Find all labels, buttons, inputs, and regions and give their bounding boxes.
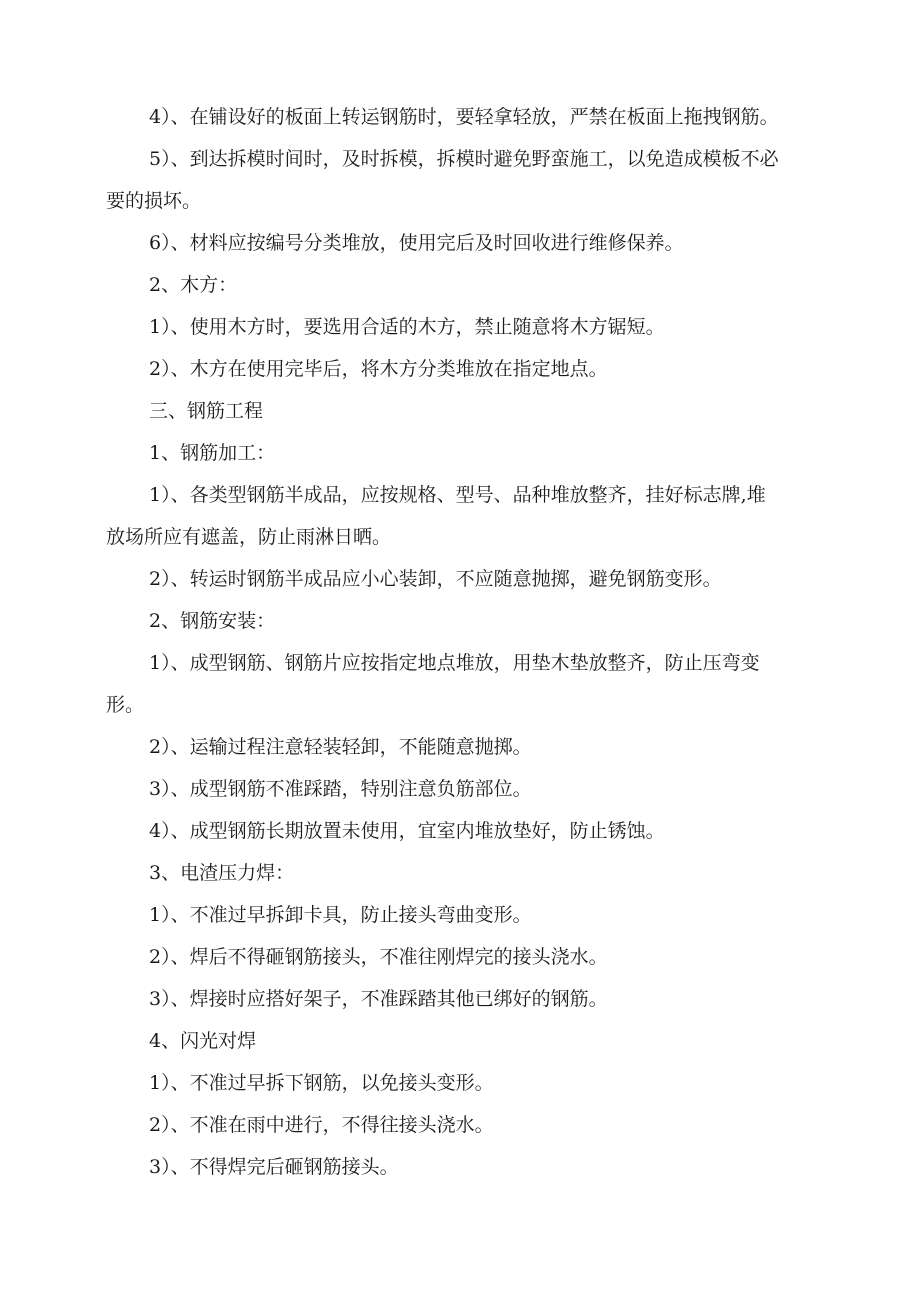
paragraph-line: 4）、在铺设好的板面上转运钢筋时，要轻拿轻放，严禁在板面上拖拽钢筋。 bbox=[149, 106, 779, 128]
section-heading: 2、木方： bbox=[149, 274, 238, 296]
paragraph-line: 4）、成型钢筋长期放置未使用，宜室内堆放垫好，防止锈蚀。 bbox=[149, 820, 665, 842]
paragraph-line: 放场所应有遮盖，防止雨淋日晒。 bbox=[106, 526, 392, 548]
paragraph-line: 2）、转运时钢筋半成品应小心装卸，不应随意抛掷，避免钢筋变形。 bbox=[149, 568, 722, 590]
section-heading: 2、钢筋安装： bbox=[149, 610, 276, 632]
paragraph-line: 3）、焊接时应搭好架子，不准踩踏其他已绑好的钢筋。 bbox=[149, 988, 608, 1010]
paragraph-line: 2）、焊后不得砸钢筋接头，不准往刚焊完的接头浇水。 bbox=[149, 946, 608, 968]
paragraph-line: 2）、木方在使用完毕后，将木方分类堆放在指定地点。 bbox=[149, 358, 608, 380]
paragraph-line: 3）、成型钢筋不准踩踏，特别注意负筋部位。 bbox=[149, 778, 532, 800]
paragraph-line: 1）、各类型钢筋半成品，应按规格、型号、品种堆放整齐，挂好标志牌,堆 bbox=[149, 484, 766, 506]
paragraph-line: 1）、使用木方时，要选用合适的木方，禁止随意将木方锯短。 bbox=[149, 316, 665, 338]
section-heading: 3、电渣压力焊： bbox=[149, 862, 295, 884]
section-heading: 1、钢筋加工： bbox=[149, 442, 276, 464]
paragraph-line: 1）、成型钢筋、钢筋片应按指定地点堆放，用垫木垫放整齐，防止压弯变 bbox=[149, 652, 760, 674]
paragraph-line: 6）、材料应按编号分类堆放，使用完后及时回收进行维修保养。 bbox=[149, 232, 684, 254]
section-heading: 4、闪光对焊 bbox=[149, 1030, 257, 1052]
paragraph-line: 2）、不准在雨中进行，不得往接头浇水。 bbox=[149, 1114, 494, 1136]
paragraph-line: 1）、不准过早拆卸卡具，防止接头弯曲变形。 bbox=[149, 904, 532, 926]
paragraph-line: 要的损坏。 bbox=[106, 190, 202, 212]
paragraph-line: 形。 bbox=[106, 694, 145, 716]
paragraph-line: 5）、到达拆模时间时，及时拆模，拆模时避免野蛮施工，以免造成模板不必 bbox=[149, 148, 779, 170]
paragraph-line: 3）、不得焊完后砸钢筋接头。 bbox=[149, 1156, 399, 1178]
paragraph-line: 2）、运输过程注意轻装轻卸，不能随意抛掷。 bbox=[149, 736, 532, 758]
chapter-heading: 三、钢筋工程 bbox=[149, 400, 264, 422]
paragraph-line: 1）、不准过早拆下钢筋，以免接头变形。 bbox=[149, 1072, 494, 1094]
